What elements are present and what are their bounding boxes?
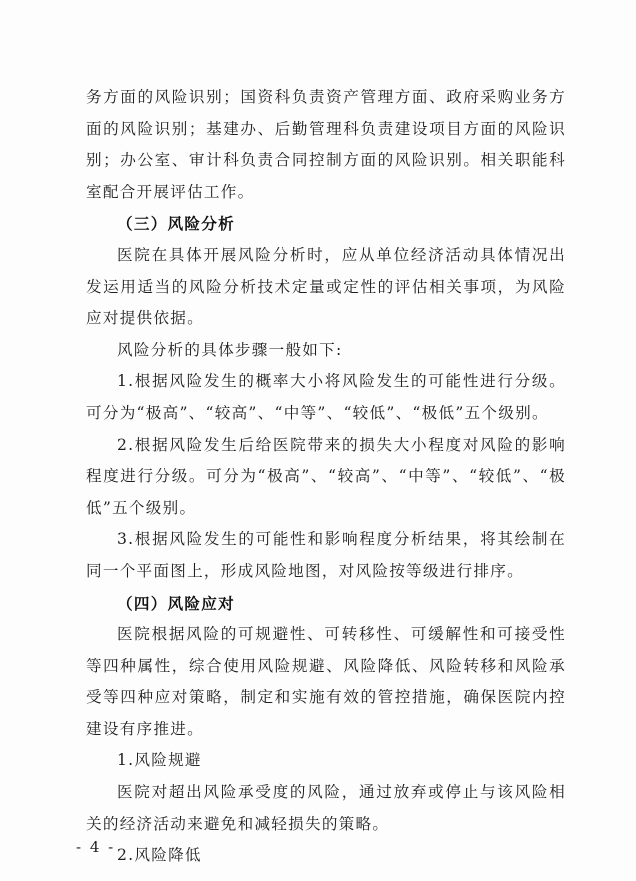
paragraph-risk-analysis-steps: 风险分析的具体步骤一般如下: bbox=[117, 340, 343, 359]
subheading-risk-avoidance: 1.风险规避 bbox=[117, 751, 202, 770]
paragraph-step-3: 3.根据风险发生的可能性和影响程度分析结果，将其绘制在同一个平面图上，形成风险地图，对风险按等级进行排序。 bbox=[86, 530, 566, 580]
paragraph-step-1: 1.根据风险发生的概率大小将风险发生的可能性进行分级。可分为“极高”、“较高”、“中等”、“较低”、“极低”五个级别。 bbox=[86, 372, 566, 422]
subheading-risk-reduction: 2.风险降低 bbox=[117, 846, 202, 865]
paragraph-risk-analysis-intro: 医院在具体开展风险分析时，应从单位经济活动具体情况出发运用适当的风险分析技术定量或定性的评估相关事项，为风险应对提供依据。 bbox=[86, 245, 566, 328]
paragraph-risk-avoidance: 医院对超出风险承受度的风险，通过放弃或停止与该风险相关的经济活动来避免和减轻损失的策略。 bbox=[86, 783, 566, 833]
section-heading-risk-analysis: （三）风险分析 bbox=[117, 214, 235, 234]
page-number: - 4 - bbox=[76, 838, 116, 856]
section-heading-risk-response: （四）风险应对 bbox=[117, 593, 235, 613]
paragraph-risk-response-intro: 医院根据风险的可规避性、可转移性、可缓解性和可接受性等四种属性，综合使用风险规避、风险降低、风险转移和风险承受等四种应对策略，制定和实施有效的管控措施，确保医院内控建设有序推进。 bbox=[86, 625, 566, 738]
paragraph-step-2: 2.根据风险发生后给医院带来的损失大小程度对风险的影响程度进行分级。可分为“极高”、“较高”、“中等”、“较低”、“极低”五个级别。 bbox=[86, 435, 566, 517]
paragraph-risk-identification-continued: 务方面的风险识别；国资科负责资产管理方面、政府采购业务方面的风险识别；基建办、后勤管理科负责建设项目方面的风险识别；办公室、审计科负责合同控制方面的风险识别。相关职能科室配合开展评估工作。 bbox=[86, 88, 566, 201]
document-body bbox=[86, 82, 566, 872]
